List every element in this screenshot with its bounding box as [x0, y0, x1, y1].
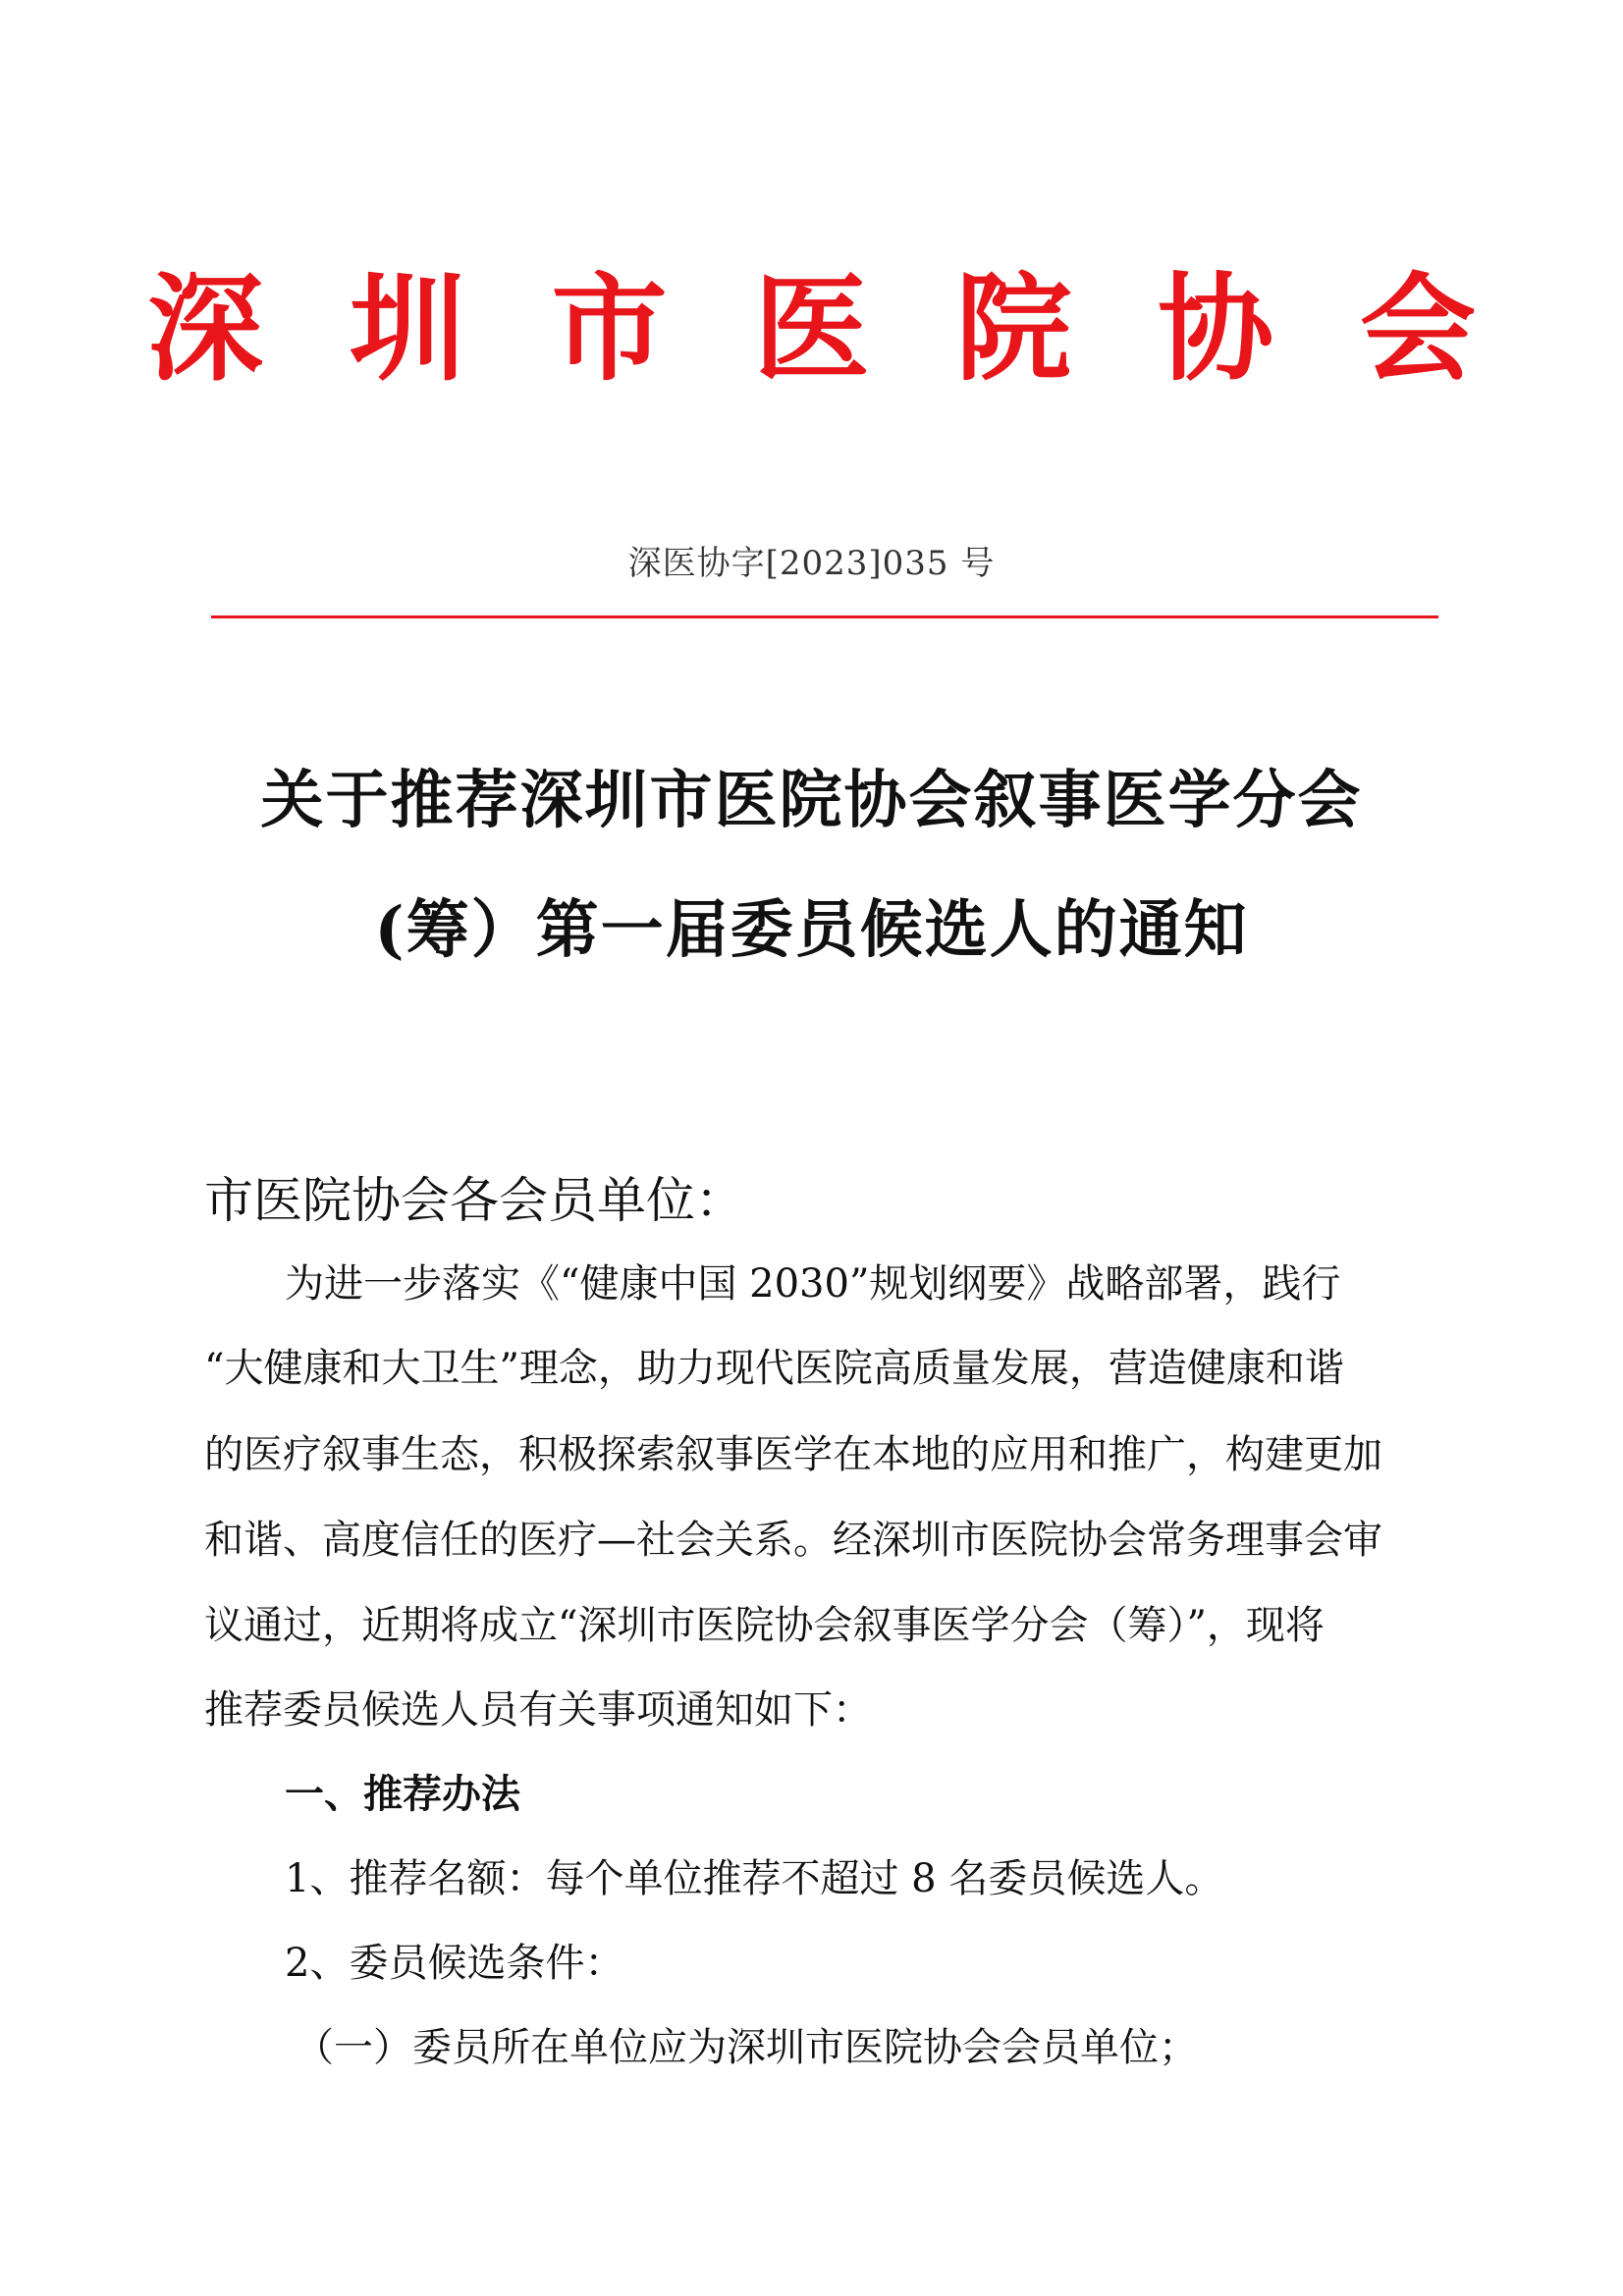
- document-number: 深医协字[2023]035 号: [627, 544, 996, 583]
- masthead-org-name: [147, 260, 1476, 398]
- masthead-char: 深: [147, 261, 264, 397]
- body-line: 议通过，近期将成立“深圳市医院协会叙事医学分会（筹）”，现将: [204, 1603, 1325, 1648]
- body-line: 和谐、高度信任的医疗—社会关系。经深圳市医院协会常务理事会审: [204, 1518, 1382, 1563]
- body-line: 为进一步落实《“健康中国 2030”规划纲要》战略部署，践行: [285, 1261, 1341, 1307]
- list-item: 1、推荐名额：每个单位推荐不超过 8 名委员候选人。: [285, 1856, 1224, 1901]
- body-line: 的医疗叙事生态，积极探索叙事医学在本地的应用和推广，构建更加: [204, 1432, 1382, 1477]
- masthead-char: 圳: [349, 261, 465, 397]
- masthead-char: 医: [753, 261, 870, 397]
- masthead-char: 院: [955, 261, 1072, 397]
- section-heading: 一、推荐办法: [285, 1771, 520, 1817]
- masthead-char: 会: [1359, 261, 1476, 397]
- salutation: 市医院协会各会员单位：: [204, 1172, 744, 1229]
- masthead-char: 协: [1158, 261, 1274, 397]
- body-line: 推荐委员候选人员有关事项通知如下：: [204, 1687, 872, 1733]
- body-line: “大健康和大卫生”理念，助力现代医院高质量发展，营造健康和谐: [204, 1346, 1344, 1391]
- sub-list-item: （一）委员所在单位应为深圳市医院协会会员单位；: [295, 2025, 1198, 2070]
- masthead-char: 市: [551, 261, 668, 397]
- document-title-line-2: (筹）第一届委员候选人的通知: [374, 893, 1249, 967]
- red-divider-line: [211, 615, 1438, 618]
- document-title-line-1: 关于推荐深圳市医院协会叙事医学分会: [260, 764, 1363, 837]
- list-item: 2、委员候选条件：: [285, 1941, 624, 1986]
